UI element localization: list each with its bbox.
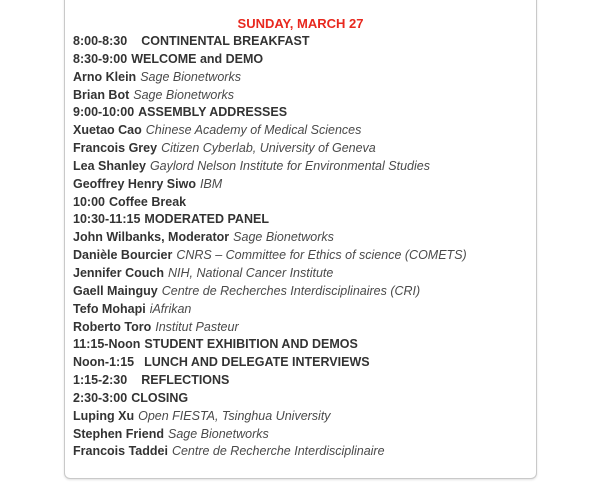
schedule-session-row [73, 336, 533, 354]
speaker-affiliation: Chinese Academy of Medical Sciences [145, 123, 362, 138]
speaker-affiliation: CNRS – Committee for Ethics of science (COMETS) [176, 248, 467, 263]
session-title: CLOSING [131, 390, 189, 405]
session-title: LUNCH AND DELEGATE INTERVIEWS [144, 355, 370, 370]
speaker-row [73, 158, 533, 176]
session-time: 11:15-Noon [73, 337, 141, 352]
schedule-session-row [73, 104, 533, 122]
session-title: WELCOME and DEMO [131, 51, 264, 66]
schedule-session-row [73, 390, 533, 408]
speaker-row [73, 265, 533, 283]
speaker-row [73, 283, 533, 301]
speaker-row [73, 176, 533, 194]
session-title: REFLECTIONS [141, 373, 230, 388]
session-title: CONTINENTAL BREAKFAST [141, 34, 310, 48]
session-time: 10:00 [73, 194, 105, 209]
speaker-affiliation: IBM [199, 176, 223, 191]
session-title: ASSEMBLY ADDRESSES [138, 105, 288, 120]
speaker-name: Tefo Mohapi [73, 301, 146, 316]
speaker-name: Jennifer Couch [73, 265, 164, 280]
speaker-affiliation: Open FIESTA, Tsinghua University [138, 408, 331, 423]
speaker-name: Xuetao Cao [73, 123, 142, 138]
speaker-affiliation: Institut Pasteur [155, 319, 239, 334]
speaker-name: Gaell Mainguy [73, 283, 158, 298]
speaker-row [73, 408, 533, 426]
speaker-row [73, 229, 533, 247]
session-time: 2:30-3:00 [73, 390, 128, 405]
speaker-row [73, 247, 533, 265]
session-time: Noon-1:15 [73, 355, 135, 370]
schedule-session-row [73, 211, 533, 229]
schedule-session-row [73, 194, 533, 212]
speaker-row [73, 140, 533, 158]
speaker-affiliation: Sage Bionetworks [133, 87, 235, 102]
speaker-name: John Wilbanks, Moderator [73, 230, 230, 245]
speaker-name: Francois Grey [73, 141, 158, 156]
speaker-name: Francois Taddei [73, 444, 168, 459]
speaker-affiliation: iAfrikan [149, 301, 192, 316]
session-title: MODERATED PANEL [144, 212, 269, 227]
speaker-name: Danièle Bourcier [73, 248, 173, 263]
schedule-list [73, 33, 533, 461]
speaker-name: Luping Xu [73, 408, 135, 423]
speaker-name: Arno Klein [73, 69, 137, 84]
speaker-name: Stephen Friend [73, 426, 164, 441]
speaker-affiliation: Centre de Recherche Interdisciplinaire [171, 444, 385, 459]
speaker-name: Brian Bot [73, 87, 130, 102]
schedule-session-row [73, 354, 533, 372]
speaker-row [73, 443, 533, 461]
speaker-name: Geoffrey Henry Siwo [73, 176, 196, 191]
speaker-row [73, 69, 533, 87]
session-time: 9:00-10:00 [73, 105, 135, 120]
session-title: Coffee Break [108, 194, 187, 209]
speaker-affiliation: Gaylord Nelson Institute for Environmental Studies [149, 158, 430, 173]
day-title: SUNDAY, MARCH 27 [237, 16, 364, 31]
speaker-row [73, 426, 533, 444]
speaker-name: Lea Shanley [73, 158, 146, 173]
speaker-row [73, 87, 533, 105]
speaker-affiliation: NIH, National Cancer Institute [168, 265, 334, 280]
speaker-affiliation: Citizen Cyberlab, University of Geneva [161, 141, 376, 156]
session-time: 8:30-9:00 [73, 51, 128, 66]
speaker-row [73, 301, 533, 319]
session-title: STUDENT EXHIBITION AND DEMOS [144, 337, 358, 352]
session-time: 8:00-8:30 [73, 34, 128, 48]
speaker-row [73, 319, 533, 337]
speaker-affiliation: Centre de Recherches Interdisciplinaires (CRI) [161, 283, 421, 298]
speaker-row [73, 122, 533, 140]
speaker-affiliation: Sage Bionetworks [140, 69, 241, 84]
schedule-session-row [73, 33, 533, 51]
speaker-name: Roberto Toro [73, 319, 152, 334]
speaker-affiliation: Sage Bionetworks [233, 230, 334, 245]
schedule-session-row [73, 51, 533, 69]
session-time: 1:15-2:30 [73, 373, 128, 388]
schedule-session-row [73, 372, 533, 390]
session-time: 10:30-11:15 [73, 212, 141, 227]
speaker-affiliation: Sage Bionetworks [167, 426, 269, 441]
